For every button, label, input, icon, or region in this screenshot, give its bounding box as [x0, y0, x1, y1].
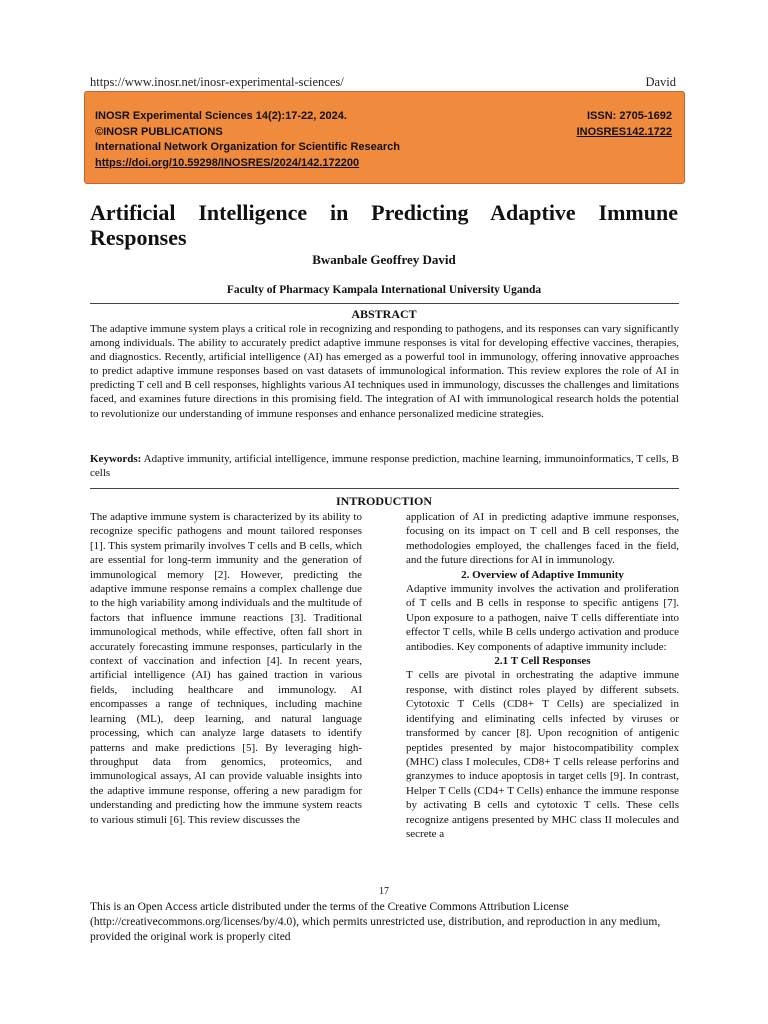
article-code-link[interactable]: INOSRES142.1722 [576, 125, 672, 138]
section-2-paragraph: Adaptive immunity involves the activation and proliferation of T cells and B cells in response to specific antigens [7]. Upon exposure to a pathogen, naive T cells differentiate into effector T cells, while B cells undergo activation and produce antibodies. Key components of adaptive immunity include: [406, 583, 679, 653]
journal-url[interactable]: https://www.inosr.net/inosr-experimental-sciences/ [90, 75, 344, 89]
section-2-1-paragraph: T cells are pivotal in orchestrating the adaptive immune response, with distinct roles played by different subsets. Cytotoxic T Cells (CD8+ T Cells) are specialized in identifying and eliminating cells infected by viruses or transformed by cancer [8]. Upon recognition of antigenic peptides presented by major histocompatibility complex (MHC) class I molecules, CD8+ T cells release perforins and granzymes to induce apoptosis in target cells [9]. In contrast, Helper T Cells (CD4+ T Cells) enhance the immune response by activating B cells and cytotoxic T cells. These cells recognize antigens presented by MHC class II molecules and secrete a [406, 669, 679, 840]
author-affiliation: Faculty of Pharmacy Kampala International University Uganda [226, 284, 542, 296]
right-column [406, 510, 679, 841]
divider [90, 488, 679, 489]
page-number: 17 [379, 886, 389, 897]
running-header-author: David [645, 75, 676, 89]
keywords [90, 452, 679, 480]
doi-link[interactable]: https://doi.org/10.59298/INOSRES/2024/142.172200 [95, 156, 360, 169]
left-column [90, 510, 362, 827]
author-name: Bwanbale Geoffrey David [312, 252, 456, 267]
introduction-heading: INTRODUCTION [335, 494, 432, 508]
abstract-text: The adaptive immune system plays a critical role in recognizing and responding to pathogens, and its responses can vary significantly among individuals. The ability to accurately predict adaptive immune responses is vital for developing effective vaccines, therapies, and diagnostics. Recently, artificial intelligence (AI) has emerged as a powerful tool in immunology, offering innovative approaches to predict adaptive immune responses based on vast datasets of immunological information. This review explores the role of AI in predicting T cell and B cell responses, highlights various AI techniques used in immunology, discusses the challenges and limitations faced, and examines future directions in this promising field. The integration of AI with immunological research holds the potential to revolutionize our understanding of immune responses and enhance personalized medicine strategies. [90, 323, 679, 420]
organization-name: International Network Organization for Scientific Research [95, 141, 401, 153]
license-footer: This is an Open Access article distributed under the terms of the Creative Commons Attribution License (http://creativecommons.org/licenses/by/4.0), which permits unrestricted use, distribution, and reproduction in any medium, provided the original work is properly cited [90, 901, 661, 943]
banner-right [577, 109, 672, 140]
introduction-paragraph: The adaptive immune system is characterized by its ability to recognize specific pathogens and mount tailored responses [1]. This system primarily involves T cells and B cells, which are essential for long-term immunity and the generation of immunological memory [2]. However, predicting the adaptive immune response remains a complex challenge due to the high variability among individuals and the multitude of factors that influence immune reactions [3]. Traditional immunological methods, while effective, often fall short in accurately forecasting immune responses, particularly in the context of vaccination and infection [4]. In recent years, artificial intelligence (AI) has gained traction in various fields, including healthcare and immunology. AI encompasses a range of techniques, including machine learning (ML), deep learning, and natural language processing, which can analyze large datasets to identify patterns and make predictions [5]. By leveraging high-throughput data from genomics, proteomics, and immunological assays, AI can provide valuable insights into the adaptive immune response, offering a new paradigm for understanding and predicting how the immune system reacts to various stimuli [6]. This review discusses the [90, 511, 362, 826]
section-2-1-heading: 2.1 T Cell Responses [494, 655, 591, 668]
paper-title: Artificial Intelligence in Predicting Adaptive Immune Responses [90, 200, 678, 250]
banner-left [95, 109, 400, 171]
abstract-heading: ABSTRACT [351, 307, 417, 321]
keywords-list: Adaptive immunity, artificial intelligence, immune response prediction, machine learning, immunoinformatics, T cells, B cells [90, 453, 679, 480]
issn: ISSN: 2705-1692 [587, 110, 672, 122]
publisher-name: ©INOSR PUBLICATIONS [95, 125, 223, 138]
journal-citation: INOSR Experimental Sciences 14(2):17-22, 2024. [95, 110, 347, 122]
keywords-label: Keywords: [90, 453, 142, 465]
divider [90, 303, 679, 304]
introduction-continuation: application of AI in predicting adaptive immune responses, focusing on its impact on T cell and B cell responses, the methodologies employed, the challenges faced in the field, and the future directions for AI in immunology. [406, 511, 679, 567]
journal-banner [84, 91, 685, 184]
section-2-heading: 2. Overview of Adaptive Immunity [461, 568, 624, 581]
